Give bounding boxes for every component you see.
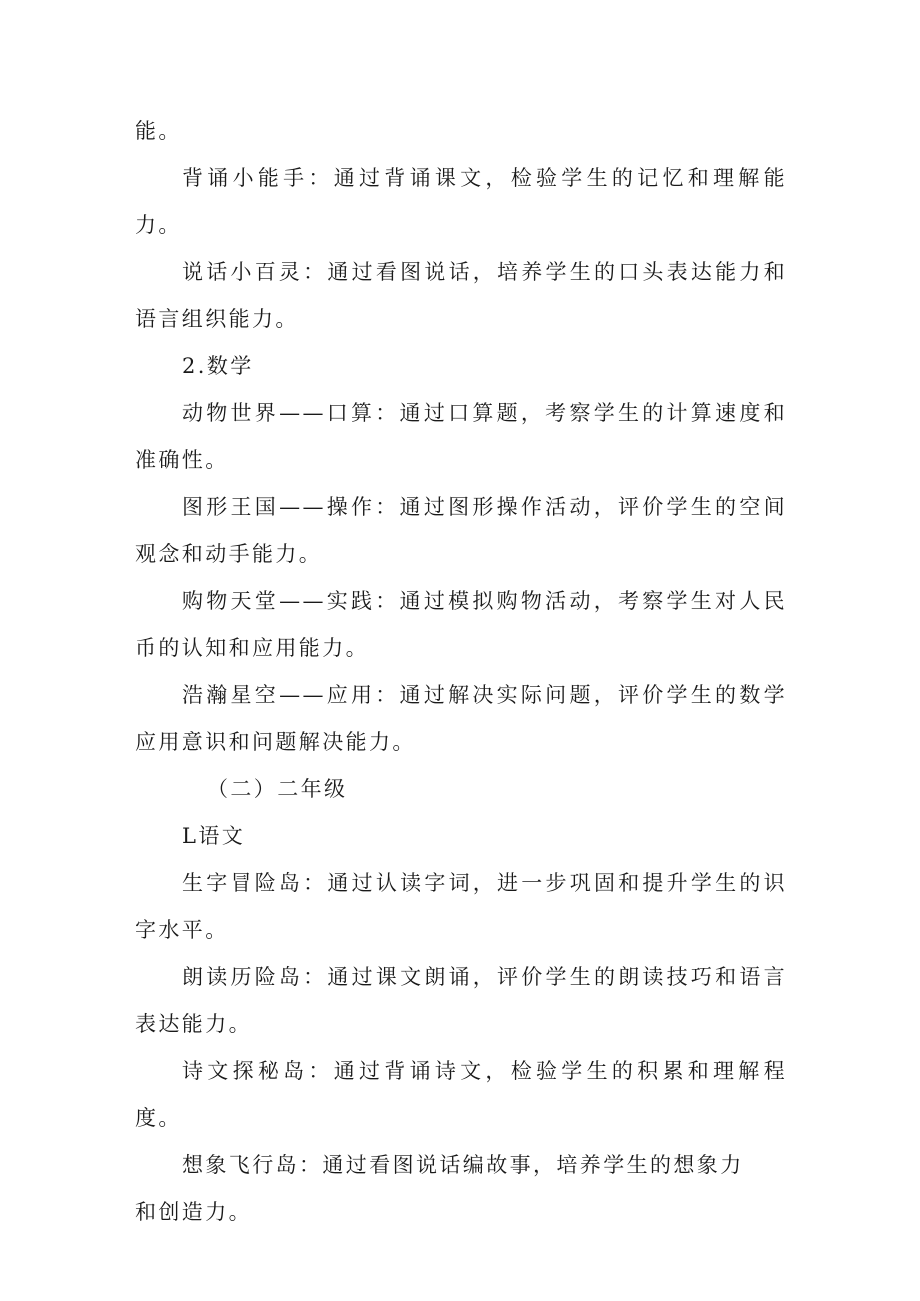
heading-math: 2.数学 (182, 354, 254, 378)
paragraph-recite: 背诵小能手：通过背诵课文，检验学生的记忆和理解能力。 (135, 166, 787, 237)
paragraph-reading-island: 朗读历险岛：通过课文朗诵，评价学生的朗读技巧和语言表达能力。 (135, 965, 787, 1036)
paragraph-continuation: 能。 (135, 119, 182, 143)
paragraph-word-island: 生字冒险岛：通过认读字词，进一步巩固和提升学生的识字水平。 (135, 871, 787, 942)
paragraph-shopping: 购物天堂——实践：通过模拟购物活动，考察学生对人民币的认知和应用能力。 (135, 589, 787, 660)
paragraph-imagination-island: 想象飞行岛：通过看图说话编故事，培养学生的想象力 (182, 1153, 744, 1177)
paragraph-starry-sky: 浩瀚星空——应用：通过解决实际问题，评价学生的数学应用意识和问题解决能力。 (135, 683, 787, 754)
document-page (135, 108, 787, 1236)
paragraph-speak: 说话小百灵：通过看图说话，培养学生的口头表达能力和语言组织能力。 (135, 260, 787, 331)
paragraph-imagination-continued: 和创造力。 (135, 1200, 252, 1224)
heading-grade-two: （二）二年级 (207, 777, 348, 801)
heading-chinese: L语文 (182, 824, 246, 848)
paragraph-poem-island: 诗文探秘岛：通过背诵诗文，检验学生的积累和理解程度。 (135, 1059, 787, 1130)
paragraph-shape-kingdom: 图形王国——操作：通过图形操作活动，评价学生的空间观念和动手能力。 (135, 495, 787, 566)
paragraph-animal-world: 动物世界——口算：通过口算题，考察学生的计算速度和准确性。 (135, 401, 787, 472)
